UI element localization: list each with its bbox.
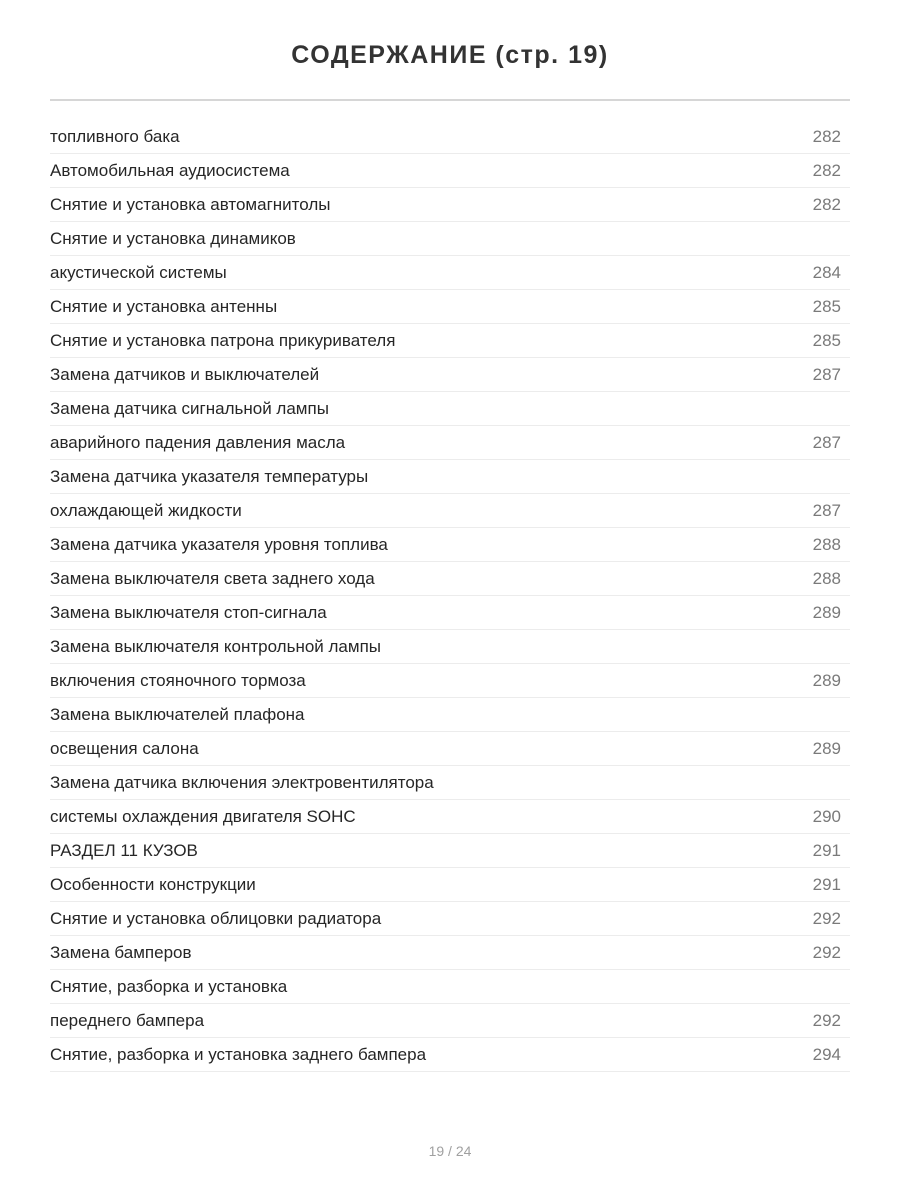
toc-entry[interactable] bbox=[50, 664, 850, 698]
toc-entry-page: 285 bbox=[812, 331, 841, 350]
title-divider bbox=[50, 99, 850, 101]
toc-entry-title: включения стояночного тормоза bbox=[50, 671, 306, 690]
toc-entry[interactable] bbox=[50, 902, 850, 936]
toc-entry[interactable] bbox=[50, 732, 850, 766]
toc-entry[interactable] bbox=[50, 970, 850, 1004]
toc-entry[interactable] bbox=[50, 528, 850, 562]
toc-entry-page: 294 bbox=[812, 1045, 841, 1064]
page-title: СОДЕРЖАНИЕ (стр. 19) bbox=[291, 41, 609, 69]
toc-entry[interactable] bbox=[50, 936, 850, 970]
toc-entry[interactable] bbox=[50, 256, 850, 290]
toc-entry-title: Замена датчика указателя уровня топлива bbox=[50, 535, 388, 554]
toc-entry-title: Снятие, разборка и установка bbox=[50, 977, 288, 996]
toc-entry-page: 292 bbox=[812, 909, 841, 928]
page-number-indicator: 19 / 24 bbox=[428, 1143, 472, 1159]
toc-entry[interactable] bbox=[50, 800, 850, 834]
toc-entry-title: Снятие, разборка и установка заднего бампера bbox=[50, 1045, 427, 1064]
toc-entry-page: 285 bbox=[812, 297, 841, 316]
toc-entry-title: Снятие и установка автомагнитолы bbox=[50, 195, 331, 214]
toc-entry-page: 290 bbox=[812, 807, 841, 826]
toc-entry-title: Снятие и установка антенны bbox=[50, 297, 278, 316]
toc-entry[interactable] bbox=[50, 766, 850, 800]
toc-entry[interactable] bbox=[50, 1004, 850, 1038]
toc-entry[interactable] bbox=[50, 562, 850, 596]
toc-entry-page: 292 bbox=[812, 1011, 841, 1030]
toc-entry[interactable] bbox=[50, 494, 850, 528]
toc-entry[interactable] bbox=[50, 630, 850, 664]
toc-entry-title: Особенности конструкции bbox=[50, 875, 256, 894]
toc-entry-page: 284 bbox=[812, 263, 841, 282]
toc-entry-page: 282 bbox=[812, 127, 841, 146]
toc-entry-title: Замена датчика указателя температуры bbox=[50, 467, 369, 486]
toc-entry-title: Замена выключателя контрольной лампы bbox=[50, 637, 381, 656]
toc-entry-page: 292 bbox=[812, 943, 841, 962]
toc-entry[interactable] bbox=[50, 324, 850, 358]
toc-entry-title: Снятие и установка облицовки радиатора bbox=[50, 909, 382, 928]
toc-entry[interactable] bbox=[50, 834, 850, 868]
toc-entry[interactable] bbox=[50, 188, 850, 222]
toc-entry-page: 289 bbox=[812, 739, 841, 758]
toc-entry-title: Снятие и установка патрона прикуривателя bbox=[50, 331, 396, 350]
toc-section-heading: РАЗДЕЛ 11 КУЗОВ bbox=[50, 841, 198, 860]
toc-entry[interactable] bbox=[50, 120, 850, 154]
toc-entry[interactable] bbox=[50, 1038, 850, 1072]
toc-entry[interactable] bbox=[50, 868, 850, 902]
toc-entry-title: акустической системы bbox=[50, 263, 227, 282]
toc-entry-page: 287 bbox=[812, 501, 841, 520]
toc-entry-page: 288 bbox=[812, 535, 841, 554]
toc-entry[interactable] bbox=[50, 290, 850, 324]
toc-entry[interactable] bbox=[50, 358, 850, 392]
toc-entry-page: 282 bbox=[812, 161, 841, 180]
toc-entry[interactable] bbox=[50, 596, 850, 630]
toc-entry[interactable] bbox=[50, 154, 850, 188]
toc-list bbox=[50, 120, 850, 1072]
toc-entry-title: Замена датчика сигнальной лампы bbox=[50, 399, 329, 418]
toc-entry[interactable] bbox=[50, 460, 850, 494]
toc-entry[interactable] bbox=[50, 392, 850, 426]
toc-entry-page: 289 bbox=[812, 603, 841, 622]
toc-entry-title: Замена бамперов bbox=[50, 943, 192, 962]
toc-entry-title: освещения салона bbox=[50, 739, 199, 758]
toc-entry-title: системы охлаждения двигателя SOHC bbox=[50, 807, 356, 826]
toc-entry-title: Замена выключателя стоп-сигнала bbox=[50, 603, 327, 622]
toc-entry-title: Замена датчиков и выключателей bbox=[50, 365, 320, 384]
toc-entry-title: охлаждающей жидкости bbox=[50, 501, 242, 520]
toc-entry-title: топливного бака bbox=[50, 127, 180, 146]
toc-entry[interactable] bbox=[50, 698, 850, 732]
toc-entry[interactable] bbox=[50, 426, 850, 460]
toc-entry-title: Замена выключателей плафона bbox=[50, 705, 305, 724]
toc-entry-page: 287 bbox=[812, 433, 841, 452]
toc-entry-title: Замена выключателя света заднего хода bbox=[50, 569, 375, 588]
toc-entry-page: 291 bbox=[812, 841, 841, 860]
toc-entry-title: аварийного падения давления масла bbox=[50, 433, 346, 452]
toc-entry-page: 289 bbox=[812, 671, 841, 690]
toc-entry-page: 288 bbox=[812, 569, 841, 588]
toc-entry-page: 282 bbox=[812, 195, 841, 214]
toc-entry-page: 287 bbox=[812, 365, 841, 384]
toc-entry-title: Замена датчика включения электровентилятора bbox=[50, 773, 434, 792]
toc-entry[interactable] bbox=[50, 222, 850, 256]
toc-entry-title: переднего бампера bbox=[50, 1011, 205, 1030]
toc-entry-page: 291 bbox=[812, 875, 841, 894]
toc-entry-title: Автомобильная аудиосистема bbox=[50, 161, 290, 180]
toc-entry-title: Снятие и установка динамиков bbox=[50, 229, 296, 248]
